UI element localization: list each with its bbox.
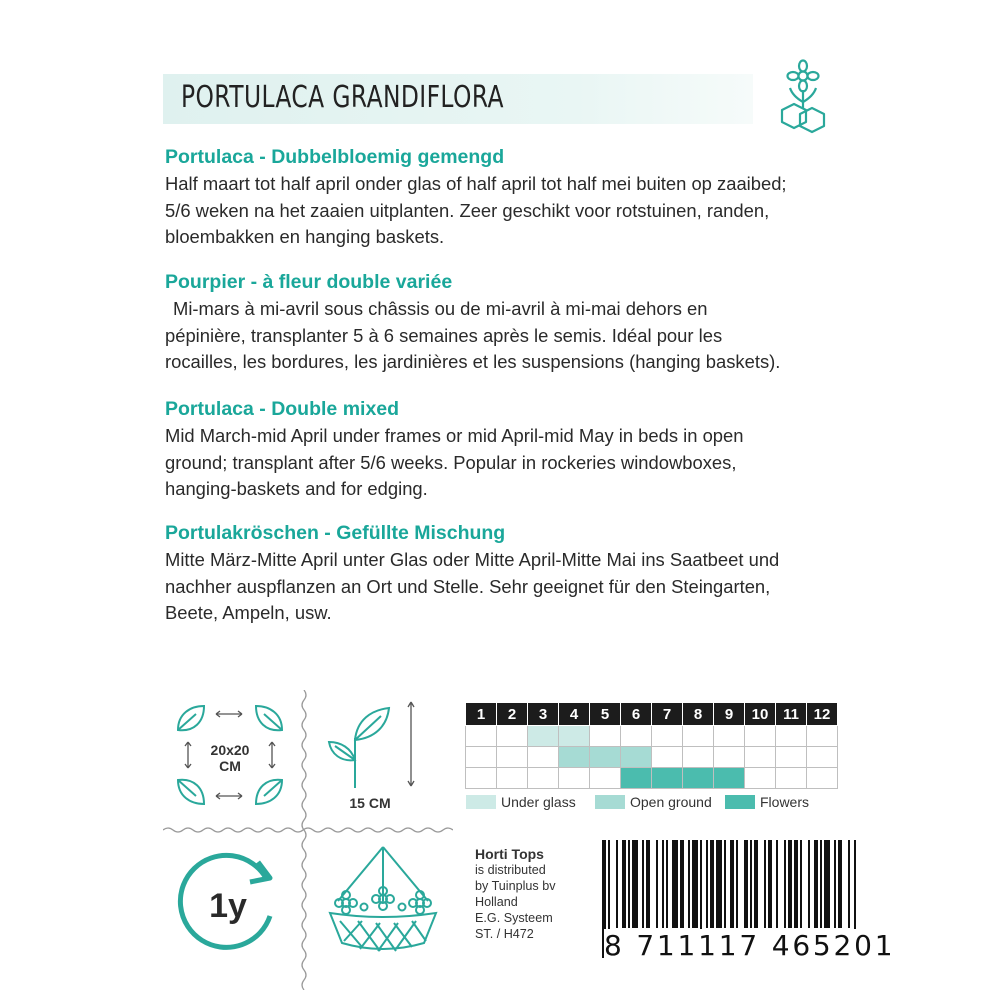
distributor-line: by Tuinplus bv [475, 879, 556, 893]
calendar-cell [497, 726, 528, 747]
barcode-bar [784, 840, 786, 928]
calendar-cell-active [652, 768, 683, 789]
calendar-cell-active [528, 726, 559, 747]
barcode-bar [754, 840, 758, 928]
calendar-cell [590, 726, 621, 747]
barcode-bar [838, 840, 842, 928]
sowing-calendar [465, 702, 838, 789]
body-line: nachher auspflanzen an Ort und Stelle. Sehr geeignet für den Steingarten, [165, 575, 771, 597]
section-dutch [165, 146, 865, 251]
calendar-cell [466, 768, 497, 789]
section-body [165, 171, 865, 251]
calendar-cell [497, 747, 528, 768]
barcode-bar [764, 840, 766, 928]
calendar-cell-active [559, 726, 590, 747]
section-heading: Portulaca - Double mixed [165, 398, 400, 420]
barcode-bar [736, 840, 738, 928]
body-line: pépinière, transplanter 5 à 6 semaines après le semis. Idéal pour les [165, 324, 723, 346]
height-label: 15 CM [349, 795, 391, 811]
month-header: 6 [621, 703, 652, 726]
calendar-cell [807, 726, 838, 747]
month-header: 11 [776, 703, 807, 726]
body-line: Mid March-mid April under frames or mid April-mid May in beds in open [165, 425, 744, 446]
month-header: 12 [807, 703, 838, 726]
calendar-cell [714, 747, 745, 768]
legend-under-glass [466, 794, 576, 810]
calendar-cell [714, 726, 745, 747]
body-line: Half maart tot half april onder glas of half april tot half mei buiten op zaaibed; [165, 173, 787, 194]
month-header: 4 [559, 703, 590, 726]
spacing-unit: CM [219, 758, 241, 774]
calendar-cell [745, 747, 776, 768]
barcode-bar [656, 840, 658, 928]
spacing-value: 20x20 [210, 742, 250, 758]
calendar-row [466, 768, 838, 789]
section-french [165, 271, 865, 376]
month-header: 1 [466, 703, 497, 726]
month-header: 8 [683, 703, 714, 726]
section-heading: Portulaca - Dubbelbloemig gemengd [165, 146, 505, 168]
distributor-line: ST. / H472 [475, 927, 534, 941]
lifecycle-label: 1y [209, 887, 247, 925]
barcode-bar [666, 840, 668, 928]
calendar-cell [683, 726, 714, 747]
barcode-bar [716, 840, 722, 928]
barcode-bar [814, 840, 818, 928]
barcode-bar [768, 840, 772, 928]
barcode-bar [794, 840, 798, 928]
section-body [165, 547, 865, 627]
section-heading: Pourpier - à fleur double variée [165, 271, 453, 293]
section-heading: Portulakröschen - Gefüllte Mischung [165, 522, 506, 544]
barcode-bar [744, 840, 748, 928]
calendar-cell [807, 747, 838, 768]
barcode-bar [776, 840, 778, 928]
barcode-bar [642, 840, 644, 928]
hanging-basket-icon [318, 843, 448, 963]
calendar-cell [776, 726, 807, 747]
product-title: PORTULACA GRANDIFLORA [181, 80, 504, 115]
barcode-bar [680, 840, 684, 928]
barcode-bar [622, 840, 626, 928]
calendar-cell [745, 726, 776, 747]
body-line: Mitte März-Mitte April unter Glas oder Mitte April-Mitte Mai ins Saatbeet und [165, 549, 780, 570]
legend-swatch [595, 795, 625, 809]
calendar-header-row [466, 703, 838, 726]
barcode-bar [848, 840, 850, 928]
calendar-cell-active [621, 747, 652, 768]
barcode-bar [788, 840, 792, 928]
barcode-bar [724, 840, 726, 928]
calendar-cell-active [714, 768, 745, 789]
calendar-cell [776, 747, 807, 768]
brand-name: Horti Tops [475, 846, 544, 862]
calendar-cell-active [590, 747, 621, 768]
barcode-bar [750, 840, 752, 928]
barcode-bar [688, 840, 690, 928]
plant-height-icon [325, 698, 425, 793]
barcode-bar [646, 840, 650, 928]
calendar-cell [683, 747, 714, 768]
barcode-bar [834, 840, 836, 928]
body-line: hanging-baskets and for edging. [165, 478, 428, 499]
calendar-cell-active [683, 768, 714, 789]
calendar-cell [590, 768, 621, 789]
body-line: bloembakken en hanging baskets. [165, 226, 445, 247]
calendar-cell [559, 768, 590, 789]
calendar-cell [497, 768, 528, 789]
body-line: rocailles, les bordures, les jardinières et les suspensions (hanging baskets). [165, 351, 781, 372]
barcode-number: 8 711117 465201 [604, 929, 896, 962]
barcode-bar [706, 840, 708, 928]
month-header: 3 [528, 703, 559, 726]
legend-swatch [725, 795, 755, 809]
month-header: 5 [590, 703, 621, 726]
calendar-cell [621, 726, 652, 747]
month-header: 9 [714, 703, 745, 726]
barcode-bar [632, 840, 638, 928]
barcode-bar [662, 840, 664, 928]
calendar-cell-active [621, 768, 652, 789]
barcode-bar [710, 840, 714, 928]
barcode-bar [730, 840, 734, 928]
calendar-cell [652, 726, 683, 747]
section-body [165, 423, 865, 503]
section-body [165, 296, 865, 376]
distributor-info [475, 846, 556, 942]
calendar-cell [807, 768, 838, 789]
wavy-divider-horizontal [163, 823, 453, 837]
flower-hexagon-logo-icon [768, 58, 838, 136]
legend-flowers [725, 794, 809, 810]
barcode-bar [692, 840, 698, 928]
calendar-row [466, 726, 838, 747]
barcode-bar [808, 840, 810, 928]
barcode-bar [820, 840, 822, 928]
calendar-cell [652, 747, 683, 768]
calendar-cell [466, 747, 497, 768]
distributor-line: E.G. Systeem [475, 911, 553, 925]
barcode-bar [672, 840, 678, 928]
body-line: Mi-mars à mi-avril sous châssis ou de mi-avril à mi-mai dehors en [173, 298, 708, 319]
title-band [163, 74, 753, 124]
calendar-cell [776, 768, 807, 789]
barcode-bar [800, 840, 802, 928]
legend-label: Open ground [630, 794, 712, 810]
month-header: 2 [497, 703, 528, 726]
spacing-label [205, 742, 255, 774]
legend-swatch [466, 795, 496, 809]
calendar-cell [528, 747, 559, 768]
calendar-cell [528, 768, 559, 789]
barcode-bar [824, 840, 830, 928]
calendar-cell [466, 726, 497, 747]
calendar-row [466, 747, 838, 768]
barcode-bar [628, 840, 630, 928]
month-header: 10 [745, 703, 776, 726]
calendar-cell [745, 768, 776, 789]
body-line: Beete, Ampeln, usw. [165, 602, 332, 623]
legend-open-ground [595, 794, 712, 810]
barcode-bar [616, 840, 618, 928]
distributor-line: is distributed [475, 863, 546, 877]
section-german [165, 522, 865, 627]
legend-label: Under glass [501, 794, 576, 810]
body-line: ground; transplant after 5/6 weeks. Popular in rockeries windowboxes, [165, 451, 737, 473]
calendar-cell-active [559, 747, 590, 768]
legend-label: Flowers [760, 794, 810, 810]
distributor-line: Holland [475, 895, 518, 909]
month-header: 7 [652, 703, 683, 726]
wavy-divider-vertical [297, 690, 311, 990]
body-line: 5/6 weken na het zaaien uitplanten. Zeer geschikt voor rotstuinen, randen, [165, 199, 770, 221]
section-english [165, 398, 865, 503]
